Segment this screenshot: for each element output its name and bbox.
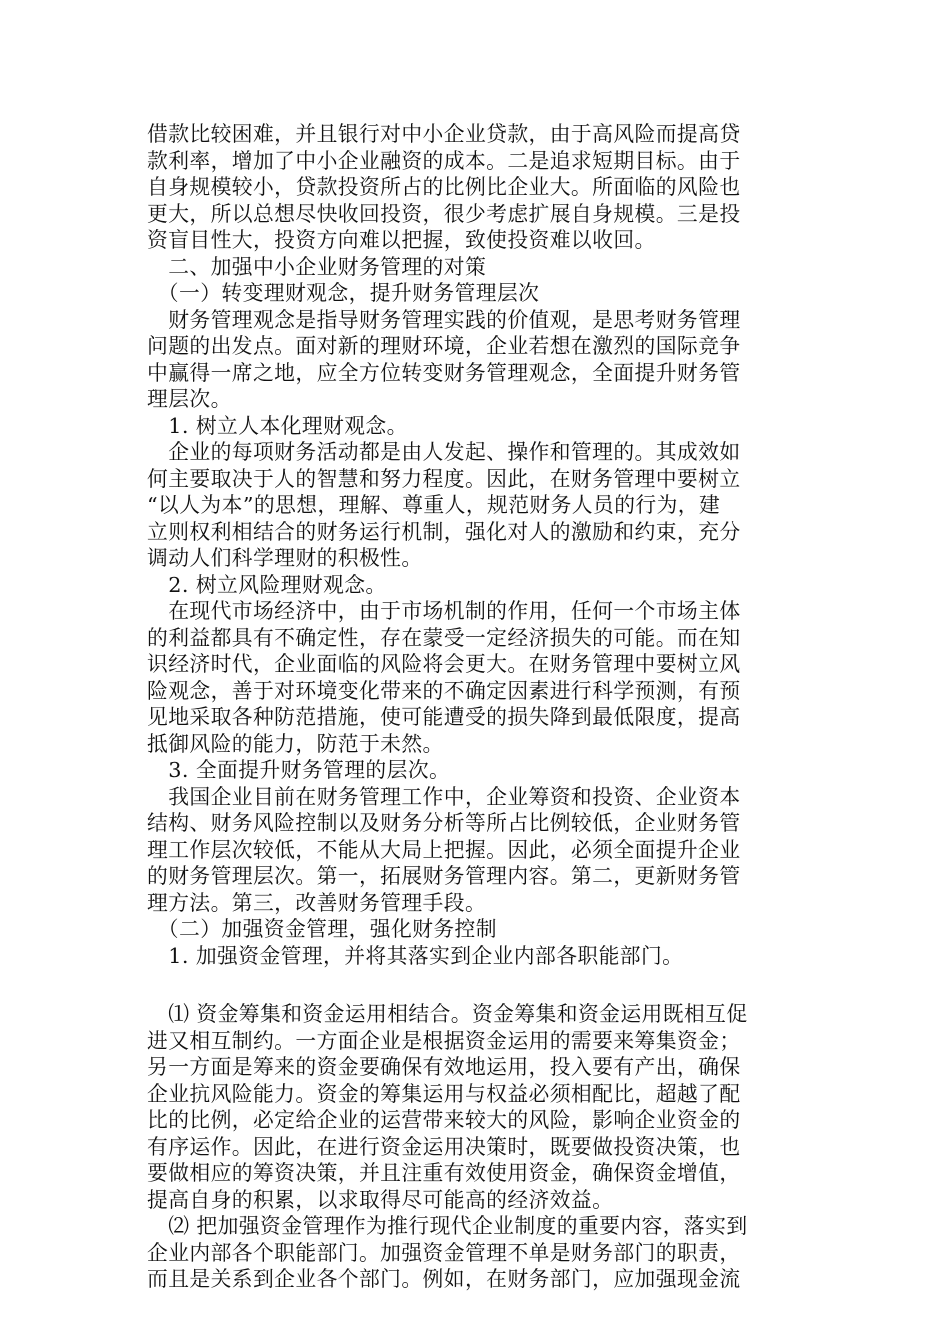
subsection-heading: （一）转变理财观念，提升财务管理层次 [147, 281, 540, 305]
text-line: 理工作层次较低，不能从大局上把握。因此，必须全面提升企业 [147, 837, 741, 862]
text-line: 的利益都具有不确定性，存在蒙受一定经济损失的可能。而在知 [147, 625, 741, 650]
text-line: 理方法。第三，改善财务管理手段。 [147, 890, 487, 915]
text-line: 结构、财务风险控制以及财务分析等所占比例较低，企业财务管 [147, 811, 741, 835]
numbered-heading: 1. 加强资金管理，并将其落实到企业内部各职能部门。 [147, 943, 684, 968]
text-line: 抵御风险的能力，防范于未然。 [147, 731, 444, 756]
text-line: 见地采取各种防范措施，使可能遭受的损失降到最低限度，提高 [147, 705, 741, 729]
text-line: 问题的出发点。面对新的理财环境，企业若想在激烈的国际竞争 [147, 334, 741, 358]
text-line: 调动人们科学理财的积极性。 [147, 546, 423, 570]
text-line: 企业的每项财务活动都是由人发起、操作和管理的。其成效如 [147, 440, 741, 464]
numbered-heading: 1. 树立人本化理财观念。 [147, 413, 408, 438]
text-line: 企业抗风险能力。资金的筹集运用与权益必须相配比，超越了配 [147, 1081, 741, 1106]
numbered-heading: 2. 树立风险理财观念。 [147, 572, 387, 597]
text-line: 的财务管理层次。第一，拓展财务管理内容。第二，更新财务管 [147, 864, 741, 888]
blank-line [147, 969, 812, 1001]
text-line: 另一方面是筹来的资金要确保有效地运用，投入要有产出，确保 [147, 1055, 741, 1079]
text-line: ⑴ 资金筹集和资金运用相结合。资金筹集和资金运用既相互促 [147, 1002, 748, 1026]
text-line: 而且是关系到企业各个部门。例如，在财务部门，应加强现金流 [147, 1267, 741, 1291]
text-line: 更大，所以总想尽快收回投资，很少考虑扩展自身规模。三是投 [147, 201, 741, 226]
text-line: “以人为本”的思想，理解、尊重人，规范财务人员的行为，建 [147, 493, 721, 517]
text-line: 比的比例，必定给企业的运营带来较大的风险，影响企业资金的 [147, 1108, 741, 1132]
text-line: 财务管理观念是指导财务管理实践的价值观，是思考财务管理 [147, 307, 741, 332]
document-body [147, 121, 812, 1293]
text-line: 我国企业目前在财务管理工作中，企业筹资和投资、企业资本 [147, 784, 741, 809]
section-heading: 二、加强中小企业财务管理的对策 [147, 254, 487, 279]
text-line: 理层次。 [147, 387, 232, 411]
text-line: 资盲目性大，投资方向难以把握，致使投资难以收回。 [147, 228, 656, 252]
text-line: 何主要取决于人的智慧和努力程度。因此，在财务管理中要树立 [147, 466, 741, 491]
text-line: 进又相互制约。一方面企业是根据资金运用的需要来筹集资金； [147, 1028, 741, 1053]
text-line: ⑵ 把加强资金管理作为推行现代企业制度的重要内容，落实到 [147, 1214, 748, 1238]
numbered-heading: 3. 全面提升财务管理的层次。 [147, 758, 451, 782]
text-line: 企业内部各个职能部门。加强资金管理不单是财务部门的职责， [147, 1240, 741, 1265]
text-line: 中赢得一席之地，应全方位转变财务管理观念，全面提升财务管 [147, 360, 741, 385]
text-line: 自身规模较小，贷款投资所占的比例比企业大。所面临的风险也 [147, 175, 741, 199]
subsection-heading: （二）加强资金管理，强化财务控制 [147, 917, 497, 941]
text-line: 立则权利相结合的财务运行机制，强化对人的激励和约束，充分 [147, 519, 741, 544]
text-line: 识经济时代，企业面临的风险将会更大。在财务管理中要树立风 [147, 652, 741, 676]
text-line: 要做相应的筹资决策，并且注重有效使用资金，确保资金增值， [147, 1161, 741, 1185]
text-line: 提高自身的积累，以求取得尽可能高的经济效益。 [147, 1187, 614, 1212]
text-line: 款利率，增加了中小企业融资的成本。二是追求短期目标。由于 [147, 148, 741, 173]
text-line: 在现代市场经济中，由于市场机制的作用，任何一个市场主体 [147, 599, 741, 623]
text-line: 有序运作。因此，在进行资金运用决策时，既要做投资决策，也 [147, 1134, 741, 1159]
text-line: 借款比较困难，并且银行对中小企业贷款，由于高风险而提高贷 [147, 122, 741, 146]
text-line: 险观念，善于对环境变化带来的不确定因素进行科学预测，有预 [147, 678, 741, 703]
